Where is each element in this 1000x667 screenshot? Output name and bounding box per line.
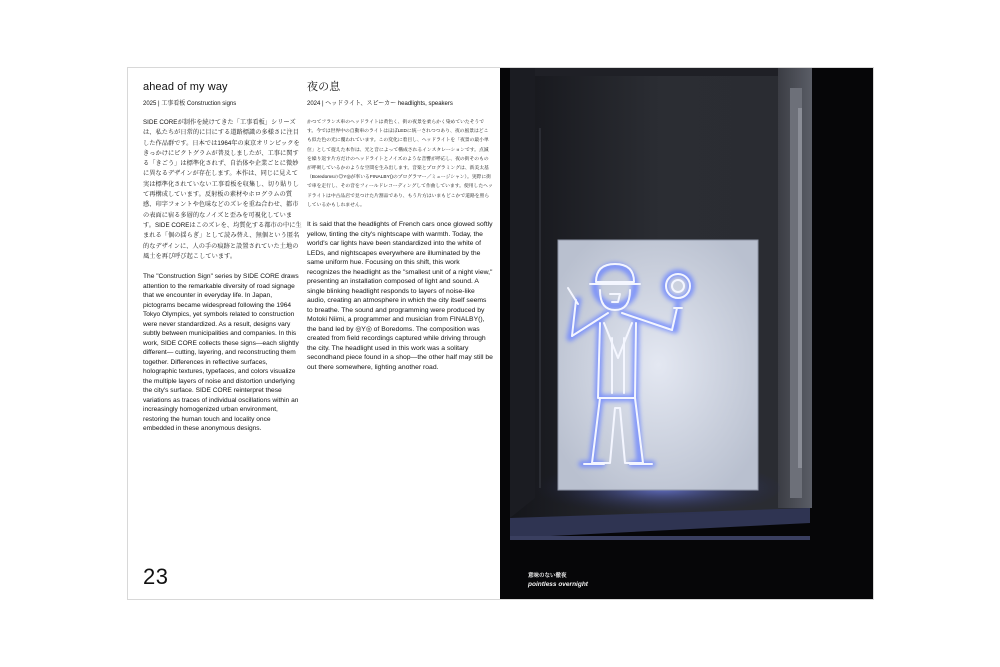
- photo-page: [500, 68, 873, 599]
- photo-caption: [528, 572, 588, 589]
- japanese-description: かつてフランス車のヘッドライトは黄色く、街の夜景を柔らかく染めていたそうです。今では世界中の自動車のライトはほぼLEDに統一されつつあり、夜の風景はどこも似た色の光に覆われています。この変化に着目し、ヘッドライトを「夜景の最小単位」として捉えた本作は、光と音によって構成されるインスタレーションです。点滅を繰り返す片方だけのヘッドライトとノイズのような音響が呼応し、夜の街そのものが呼吸しているかのような空間を生み出します。音楽とプログラミングは、新美太基（Boredomsの◎Y◎が率いるFINALBY()のプログラマー／ミュージシャン）。実際に街で車を走行し、その音をフィールドレコーディングして作曲しています。使用したヘッドライトは中古品店で見つけた片割品であり、もう片方はいまもどこかで道路を照らしているかもしれません。: [307, 120, 493, 208]
- english-description: It is said that the headlights of French cars once glowed softly yellow, tinting the city's nightscape with warmth. Today, the world's car lights have been standardized into the white of LEDs, and nightscapes everywhere are illuminated by the same uniform hue. Focusing on this shift, this work recognizes the headlight as the "smallest unit of a night view," presenting an installation composed of light and sound. A single blinking headlight responds to layers of noise-like audio, creating an atmosphere in which the city itself seems to breathe. The sound and programming were produced by Motoki Niimi, a programmer and musician from FINALBY(), the band led by ◎Y◎ of Boredoms. The composition was created from field recordings captured while driving through the city. The headlight used in this work was a solitary secondhand piece found in a shop—the other half may still be out there somewhere, lighting another road.: [307, 221, 493, 371]
- japanese-description: SIDE COREが制作を続けてきた「工事看板」シリーズは、私たちが日常的に目にする道路標識の多様さに注目した作品群です。日本では1964年の東京オリンピックをきっかけにピクトグラムが普及しましたが、工事に関する「きごう」は標準化されず、自治体や企業ごとに微妙に異なるデザインが存在します。本作は、同じに見えて実は標準化されていない工事看板を収集し、切り貼りして再構成しています。反射板の素材やホログラムの質感、印字フォントや色味などのズレを重ね合わせ、都市の表面に宿る多層的なノイズと歪みを可視化しています。SIDE COREはこのズレを、均質化する都市の中に生まれる「個の揺らぎ」として読み替え、無個という匿名的なデザインに、人の手の痕跡と設置されていた土地の風土を再び呼び起こしています。: [143, 119, 302, 260]
- caption-english: pointless overnight: [528, 581, 588, 588]
- caption-japanese: 意味のない徹夜: [528, 573, 567, 579]
- column-construction-signs: [143, 80, 303, 434]
- work-meta: 2025 | 工事看板 Construction signs: [143, 101, 237, 107]
- work-meta: 2024 | ヘッドライト、スピーカー headlights, speakers: [307, 101, 453, 107]
- book-spread: [128, 68, 873, 599]
- page-number: 23: [143, 564, 169, 589]
- column-night-breath: [307, 80, 493, 372]
- work-title: 夜の息: [307, 81, 341, 93]
- work-title: ahead of my way: [143, 81, 228, 93]
- text-page: [128, 68, 500, 599]
- english-description: The "Construction Sign" series by SIDE CORE draws attention to the remarkable diversity of road signage that we encounter in everyday life. In Japan, pictograms became widespread following the 1964 Tokyo Olympics, yet symbols related to construction were never standardized. As a result, designs vary subtly between municipalities and companies. In this work, SIDE CORE collects these signs—each slightly different— cutting, layering, and reconstructing them together. Differences in reflective surfaces, holographic textures, typefaces, and colors visualize the multiple layers of noise and distortion underlying the city's surface. SIDE CORE reinterpret these variations as traces of individual oscillations within an increasingly homogenized urban environment, restoring the human touch and locality once embedded in these anonymous designs.: [143, 273, 299, 433]
- neon-installation-photo: [500, 68, 873, 599]
